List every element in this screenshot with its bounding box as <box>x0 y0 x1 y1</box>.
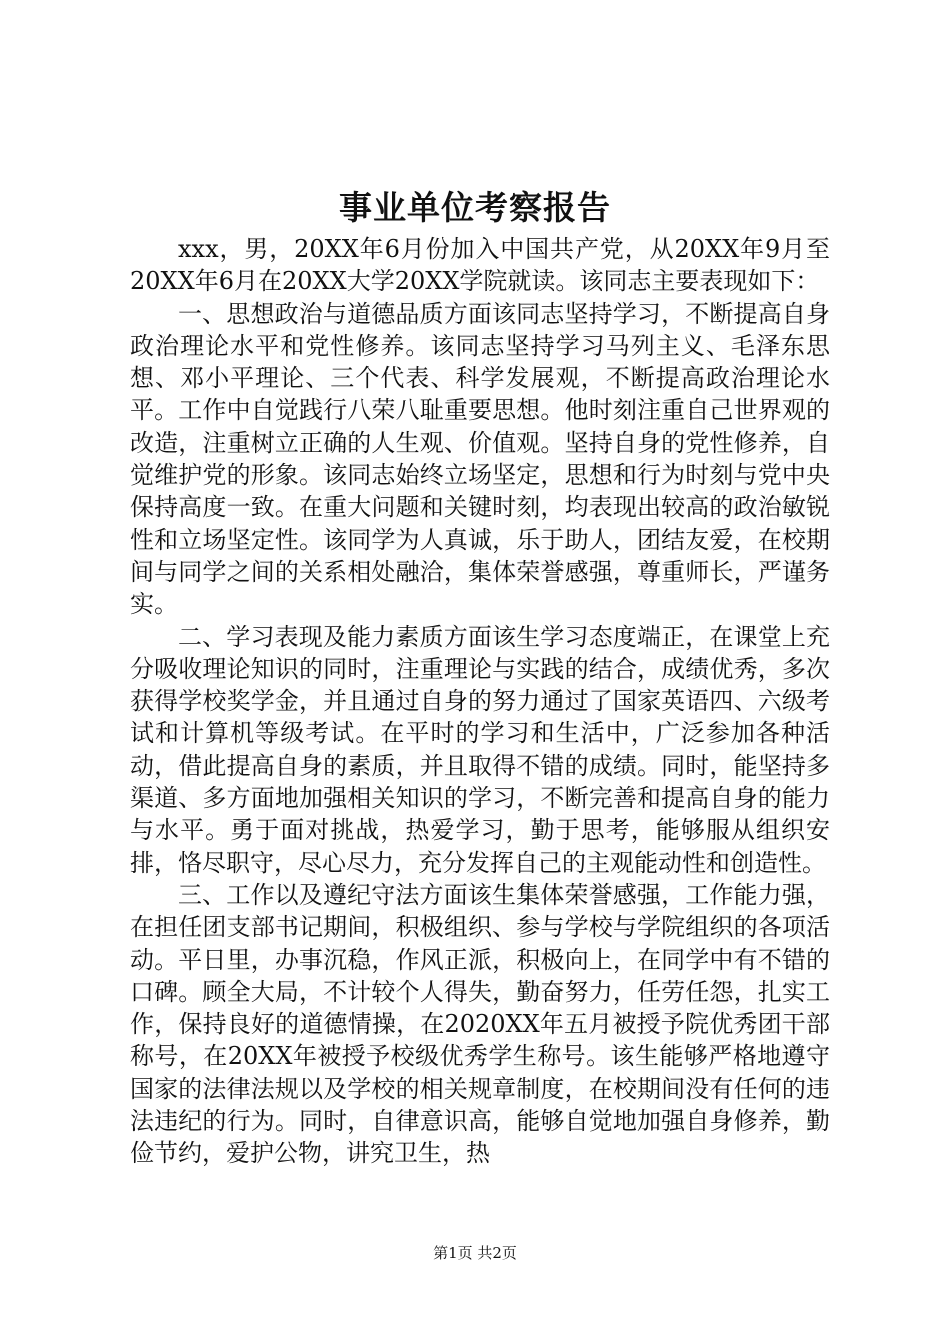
paragraph-political: 一、思想政治与道德品质方面该同志坚持学习，不断提高自身政治理论水平和党性修养。该同志坚持学习马列主义、毛泽东思想、邓小平理论、三个代表、科学发展观，不断提高政治理论水平。工作中自觉践行八荣八耻重要思想。他时刻注重自己世界观的改造，注重树立正确的人生观、价值观。坚持自身的党性修养，自觉维护党的形象。该同志始终立场坚定，思想和行为时刻与党中央保持高度一致。在重大问题和关键时刻，均表现出较高的政治敏锐性和立场坚定性。该同学为人真诚，乐于助人，团结友爱，在校期间与同学之间的关系相处融洽，集体荣誉感强，尊重师长，严谨务实。 <box>130 299 830 619</box>
page-number-footer: 第1页 共2页 <box>433 1244 517 1262</box>
paragraph-intro: xxx，男，20XX年6月份加入中国共产党，从20XX年9月至20XX年6月在20XX大学20XX学院就读。该同志主要表现如下： <box>130 235 830 296</box>
paragraph-study: 二、学习表现及能力素质方面该生学习态度端正，在课堂上充分吸收理论知识的同时，注重理论与实践的结合，成绩优秀，多次获得学校奖学金，并且通过自身的努力通过了国家英语四、六级考试和计算机等级考试。在平时的学习和生活中，广泛参加各种活动，借此提高自身的素质，并且取得不错的成绩。同时，能坚持多渠道、多方面地加强相关知识的学习，不断完善和提高自身的能力与水平。勇于面对挑战，热爱学习，勤于思考，能够服从组织安排，恪尽职守，尽心尽力，充分发挥自己的主观能动性和创造性。 <box>130 622 830 877</box>
document-body <box>130 233 830 1170</box>
document-title: 事业单位考察报告 <box>339 188 611 227</box>
paragraph-work: 三、工作以及遵纪守法方面该生集体荣誉感强，工作能力强，在担任团支部书记期间，积极组织、参与学校与学院组织的各项活动。平日里，办事沉稳，作风正派，积极向上，在同学中有不错的口碑。顾全大局，不计较个人得失，勤奋努力，任劳任怨，扎实工作，保持良好的道德情操，在2020XX年五月被授予院优秀团干部称号，在20XX年被授予校级优秀学生称号。该生能够严格地遵守国家的法律法规以及学校的相关规章制度，在校期间没有任何的违法违纪的行为。同时，自律意识高，能够自觉地加强自身修养，勤俭节约，爱护公物，讲究卫生，热 <box>130 880 830 1168</box>
